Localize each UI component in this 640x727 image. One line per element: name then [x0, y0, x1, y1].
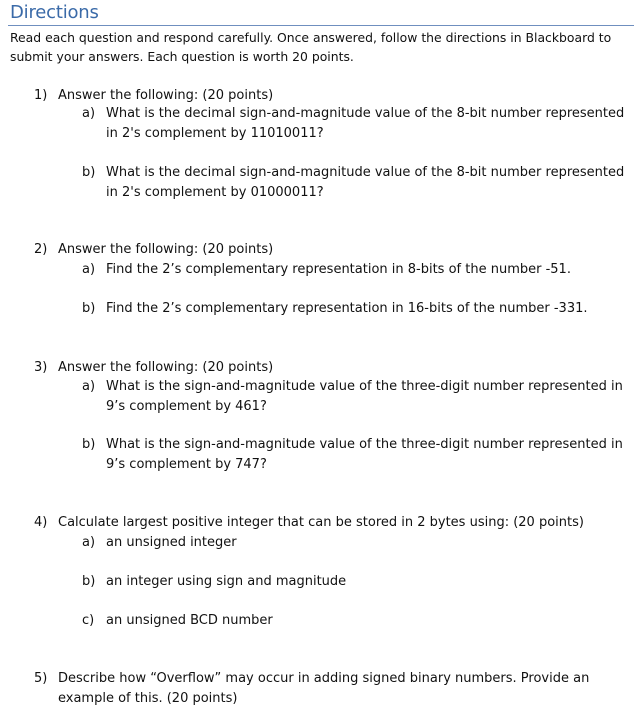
part-letter: a): [82, 535, 96, 550]
question-number: 5): [34, 671, 48, 686]
intro-paragraph: Read each question and respond carefully. Once answered, follow the directions in Blackboard to submit your answers. Each question is worth 20 points.: [10, 30, 612, 64]
part-text: What is the decimal sign-and-magnitude value of the 8-bit number represented in 2's complement by 11010011?: [106, 106, 625, 141]
question-text: Describe how “Overflow” may occur in adding signed binary numbers. Provide an example of this. (20 points): [58, 671, 590, 706]
part-letter: b): [82, 301, 96, 316]
part-text: an unsigned integer: [106, 535, 237, 550]
part-letter: a): [82, 106, 96, 121]
page-heading: Directions: [10, 2, 99, 23]
question-number: 2): [34, 242, 48, 257]
part-letter: c): [82, 613, 95, 628]
part-letter: a): [82, 262, 96, 277]
part-letter: b): [82, 437, 96, 452]
question-number: 4): [34, 515, 48, 530]
question-text: Answer the following: (20 points): [58, 242, 274, 257]
question-text: Calculate largest positive integer that can be stored in 2 bytes using: (20 points): [58, 515, 584, 530]
part-text: an unsigned BCD number: [106, 613, 273, 628]
part-text: What is the decimal sign-and-magnitude value of the 8-bit number represented in 2's complement by 01000011?: [106, 165, 625, 200]
question-number: 3): [34, 360, 48, 375]
part-text: Find the 2’s complementary representation in 8-bits of the number -51.: [106, 262, 571, 277]
question-text: Answer the following: (20 points): [58, 360, 274, 375]
part-letter: b): [82, 165, 96, 180]
part-text: What is the sign-and-magnitude value of the three-digit number represented in 9’s complement by 747?: [106, 437, 623, 472]
heading-underline: [8, 25, 634, 26]
part-letter: b): [82, 574, 96, 589]
part-text: an integer using sign and magnitude: [106, 574, 347, 589]
part-text: What is the sign-and-magnitude value of the three-digit number represented in 9’s complement by 461?: [106, 379, 623, 414]
question-text: Answer the following: (20 points): [58, 88, 274, 103]
part-text: Find the 2’s complementary representation in 16-bits of the number -331.: [106, 301, 588, 316]
part-letter: a): [82, 379, 96, 394]
question-number: 1): [34, 88, 48, 103]
